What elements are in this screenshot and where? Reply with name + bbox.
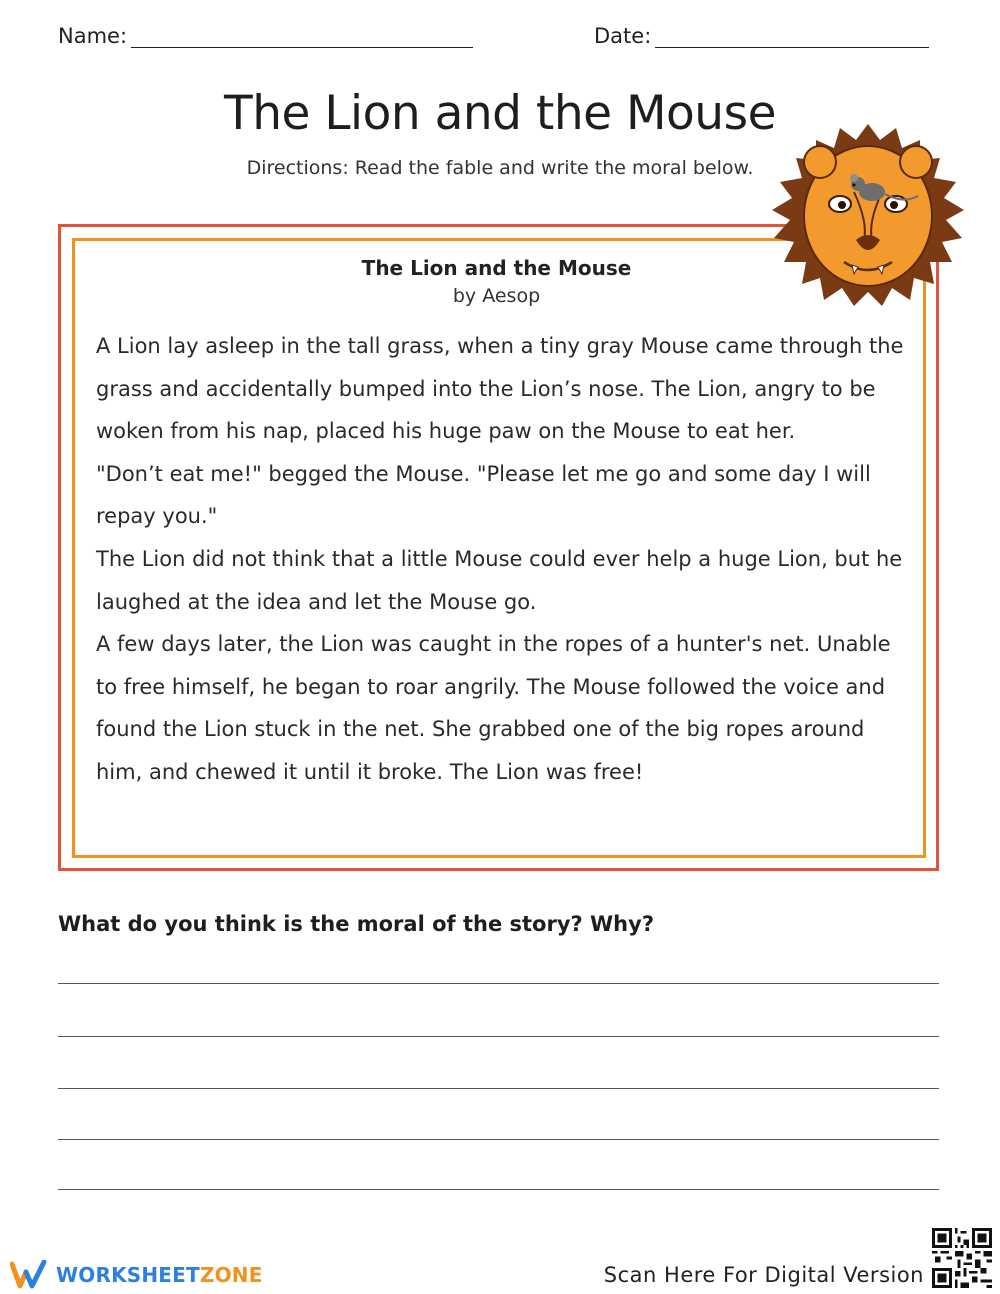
moral-question: What do you think is the moral of the story? Why? <box>58 912 654 936</box>
answer-line[interactable] <box>58 1088 939 1089</box>
answer-line[interactable] <box>58 1139 939 1140</box>
directions-text: Directions: Read the fable and write the moral below. <box>246 157 754 179</box>
story-paragraph: The Lion did not think that a little Mouse could ever help a huge Lion, but he laughed at the idea and let the Mouse go. <box>96 546 903 614</box>
lion-with-mouse-illustration <box>768 122 968 307</box>
name-label: Name: <box>58 24 128 48</box>
story-title: The Lion and the Mouse <box>361 256 632 280</box>
logo-word-worksheet: WORKSHEET <box>56 1263 200 1287</box>
story-paragraph: A Lion lay asleep in the tall grass, when a tiny gray Mouse came through the grass and accidentally bumped into the Lion’s nose. The Lion, angry to be woken from his nap, placed his huge paw on the Mouse to eat her. <box>96 334 904 444</box>
date-field[interactable] <box>594 24 929 48</box>
date-blank-line[interactable] <box>655 25 929 48</box>
answer-line[interactable] <box>58 1036 939 1037</box>
story-author: by Aesop <box>452 285 541 307</box>
name-blank-line[interactable] <box>131 25 473 48</box>
logo-word-zone: ZONE <box>199 1263 263 1287</box>
date-label: Date: <box>594 24 652 48</box>
worksheet-zone-logo-icon <box>10 1260 50 1290</box>
story-paragraph: "Don’t eat me!" begged the Mouse. "Please let me go and some day I will repay you." <box>96 461 871 529</box>
worksheet-zone-logo[interactable] <box>10 1257 263 1293</box>
page-title: The Lion and the Mouse <box>223 86 776 141</box>
scan-caption: Scan Here For Digital Version <box>603 1263 924 1287</box>
answer-line[interactable] <box>58 983 939 984</box>
qr-code[interactable] <box>932 1228 992 1288</box>
name-field[interactable] <box>58 24 473 48</box>
answer-line[interactable] <box>58 1189 939 1190</box>
story-body <box>96 325 911 794</box>
story-paragraph: A few days later, the Lion was caught in the ropes of a hunter's net. Unable to free himself, he began to roar angrily. The Mouse followed the voice and found the Lion stuck in the net. She grabbed one of the big ropes around him, and chewed it until it broke. The Lion was free! <box>96 632 891 784</box>
